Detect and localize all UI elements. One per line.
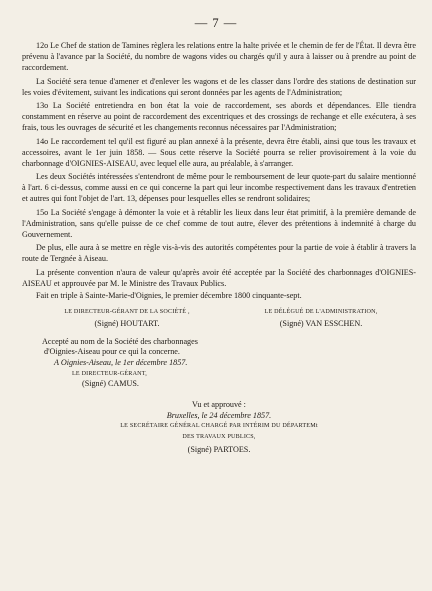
acceptance-place-date: A Oignies-Aiseau, le 1er décembre 1857. bbox=[54, 357, 188, 367]
signature-delegate-name: (Signé) VAN ESSCHEN. bbox=[279, 318, 363, 328]
signature-director bbox=[22, 307, 232, 329]
signature-delegate bbox=[226, 307, 416, 329]
acceptance-line-2: d'Oignies-Aiseau pour ce qui la concerne. bbox=[44, 347, 180, 357]
approval-place-date: Bruxelles, le 24 décembre 1857. bbox=[166, 410, 272, 420]
paragraph-15: 15o La Société s'engage à démonter la voie et à rétablir les lieux dans leur état primitif, à la première demande de l'Administration, sans qu'elle puisse de ce chef comme de tout autre, élever des prétentions à indemnité à charge du Gouvernement. bbox=[22, 207, 416, 239]
paragraph-12: 12o Le Chef de station de Tamines règlera les relations entre la halte privée et le chemin de fer de l'État. Il devra être prévenu à l'avance par la Société, du nombre de wagons vides ou chargés qu'il y aura à laisser ou à prendre au point de raccordement. bbox=[22, 41, 416, 73]
paragraph-15-cont: De plus, elle aura à se mettre en règle vis-à-vis des autorités compétentes pour la partie de voie à établir à travers la route de Tergnée à Aiseau. bbox=[22, 243, 416, 264]
paragraph-validity: La présente convention n'aura de valeur qu'après avoir été acceptée par la Société des charbonnages d'OIGNIES-AISEAU et approuvée par M. le Ministre des Travaux Publics. bbox=[22, 267, 416, 288]
acceptance-line-1: Accepté au nom de la Société des charbonnages bbox=[42, 336, 198, 346]
acceptance-signature: (Signé) CAMUS. bbox=[82, 379, 139, 389]
approval-block bbox=[22, 399, 416, 455]
page-number: — 7 — bbox=[194, 16, 238, 30]
acceptance-block bbox=[42, 337, 416, 390]
paragraph-13: 13o La Société entretiendra en bon état la voie de raccordement, ses abords et dépendances. Elle tiendra constamment en réserve au point de raccordement des excentriques et des crossings de rechange et elle exécutera, à ses frais, tous les ouvrages de sécurité et les changements reconnus nécessaires par l'Administration; bbox=[22, 101, 416, 133]
paragraph-14: 14o Le raccordement tel qu'il est figuré au plan annexé à la présente, devra être établi, ainsi que tous les travaux et accessoires, avant le 1er juin 1858. — Sous cette réserve la Société pourra se relier provisoirement à la voie du charbonnage d'OIGNIES-AISEAU, avec lequel elle aura, au préalable, à s'arranger. bbox=[22, 136, 416, 168]
approval-department: DES TRAVAUX PUBLICS, bbox=[182, 434, 256, 441]
approval-signature: (Signé) PARTOES. bbox=[187, 444, 251, 454]
signature-row bbox=[22, 307, 416, 329]
paragraph-12-cont: La Société sera tenue d'amener et d'enlever les wagons et de les classer dans l'ordre des stations de destination sur les voies d'évitement, suivant les indications qui seront données par les agents de l'Administration; bbox=[22, 76, 416, 97]
approval-line-1: Vu et approuvé : bbox=[192, 399, 246, 409]
paragraph-done: Fait en triple à Sainte-Marie-d'Oignies, le premier décembre 1800 cinquante-sept. bbox=[36, 290, 302, 300]
document-body bbox=[22, 40, 416, 455]
approval-title: LE SECRÉTAIRE GÉNÉRAL CHARGÉ PAR INTÉRIM DU DÉPARTEMt bbox=[120, 423, 318, 430]
acceptance-title: LE DIRECTEUR-GÉRANT, bbox=[72, 370, 147, 377]
signature-director-name: (Signé) HOUTART. bbox=[94, 318, 160, 328]
signature-delegate-title: LE DÉLÉGUÉ DE L'ADMINISTRATION, bbox=[264, 308, 378, 315]
signature-director-title: LE DIRECTEUR-GÉRANT DE LA SOCIÉTÉ , bbox=[64, 308, 190, 315]
paragraph-14-cont: Les deux Sociétés intéressées s'entendront de même pour le remboursement de leur quote-part du salaire mentionné à l'art. 6 ci-dessus, comme aussi en ce qui concerne la part qui leur incombe respectivement dans les travaux d'entretien et autres qui font l'objet de l'art. 13, dépenses pour lesquelles elles se rendront solidaires; bbox=[22, 172, 416, 204]
